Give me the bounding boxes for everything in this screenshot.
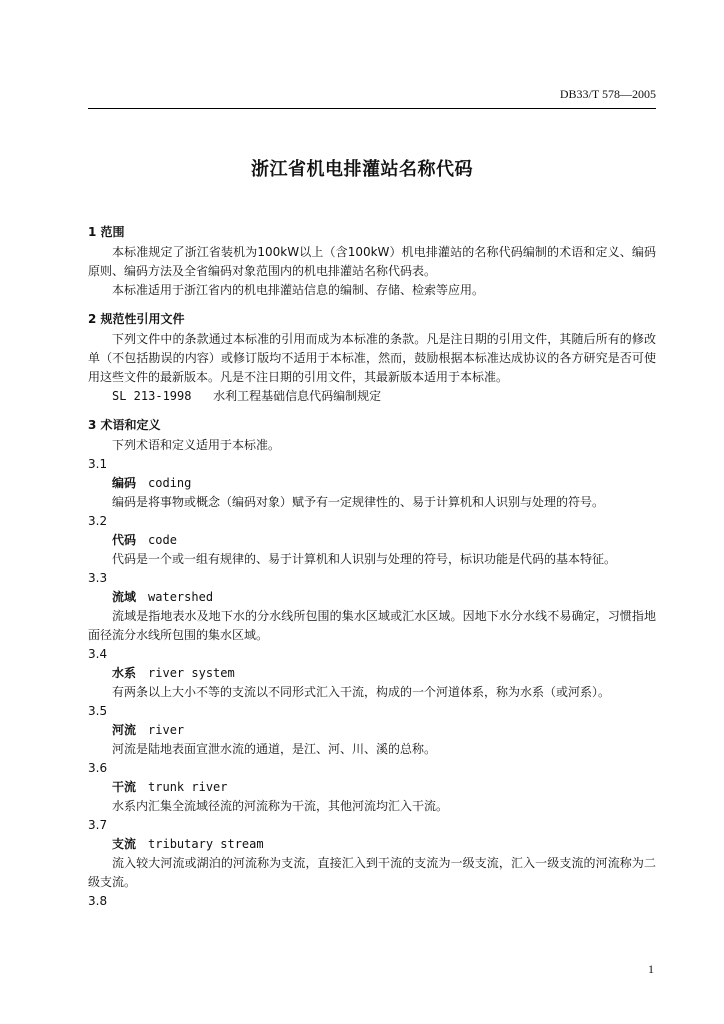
term-english: river — [148, 723, 185, 737]
term-chinese: 干流 — [112, 780, 137, 794]
term-heading — [88, 721, 656, 740]
term-english: coding — [148, 476, 192, 490]
term-chinese: 水系 — [112, 666, 137, 680]
term-chinese: 河流 — [112, 723, 137, 737]
term-english: river system — [148, 666, 235, 680]
document-title: 浙江省机电排灌站名称代码 — [251, 159, 473, 180]
section-3-intro: 下列术语和定义适用于本标准。 — [112, 438, 281, 452]
term-heading — [88, 664, 656, 683]
term-heading — [88, 531, 656, 550]
term-definition: 流域是指地表水及地下水的分水线所包围的集水区域或汇水区域。因地下水分水线不易确定，习惯指地面径流分水线所包围的集水区域。 — [88, 609, 656, 642]
term-definition: 有两条以上大小不等的支流以不同形式汇入干流，构成的一个河道体系，称为水系（或河系）。 — [112, 685, 611, 699]
term-definition: 流入较大河流或湖泊的河流称为支流，直接汇入到干流的支流为一级支流，汇入一级支流的河流称为二级支流。 — [88, 856, 656, 889]
reference-title: 水利工程基础信息代码编制规定 — [213, 389, 382, 403]
term-english: tributary stream — [148, 837, 264, 851]
term-heading — [88, 835, 656, 854]
term-chinese: 支流 — [112, 837, 137, 851]
section-2-heading: 2 规范性引用文件 — [88, 312, 185, 326]
term-definition: 代码是一个或一组有规律的、易于计算机和人识别与处理的符号，标识功能是代码的基本特征。 — [112, 552, 617, 566]
document-body — [88, 221, 656, 911]
term-english: watershed — [148, 590, 214, 604]
page-number: 1 — [648, 962, 654, 976]
term-number: 3.6 — [88, 761, 108, 775]
header-rule — [88, 108, 656, 109]
term-definition: 编码是将事物或概念（编码对象）赋予有一定规律性的、易于计算机和人识别与处理的符号。 — [112, 495, 605, 509]
term-chinese: 流域 — [112, 590, 137, 604]
term-definition: 水系内汇集全流域径流的河流称为干流，其他河流均汇入干流。 — [112, 799, 449, 813]
section-1-paragraph: 本标准适用于浙江省内的机电排灌站信息的编制、存储、检索等应用。 — [112, 283, 485, 297]
standard-code: DB33/T 578—2005 — [559, 87, 656, 101]
section-1-heading: 1 范围 — [88, 225, 125, 239]
section-3-heading: 3 术语和定义 — [88, 418, 161, 432]
term-chinese: 编码 — [112, 476, 137, 490]
section-1-paragraph: 本标准规定了浙江省装机为100kW以上（含100kW）机电排灌站的名称代码编制的术语和定义、编码原则、编码方法及全省编码对象范围内的机电排灌站名称代码表。 — [88, 245, 656, 278]
term-heading — [88, 474, 656, 493]
term-number: 3.7 — [88, 818, 108, 832]
term-heading — [88, 588, 656, 607]
term-chinese: 代码 — [112, 533, 137, 547]
term-number: 3.2 — [88, 514, 108, 528]
term-number: 3.3 — [88, 571, 108, 585]
term-number: 3.1 — [88, 457, 108, 471]
reference-code: SL 213-1998 — [112, 389, 192, 403]
term-number: 3.8 — [88, 894, 108, 908]
term-english: trunk river — [148, 780, 228, 794]
term-english: code — [148, 533, 177, 547]
term-definition: 河流是陆地表面宣泄水流的通道，是江、河、川、溪的总称。 — [112, 742, 437, 756]
term-heading — [88, 778, 656, 797]
terms-list — [88, 455, 656, 892]
term-number: 3.5 — [88, 704, 108, 718]
term-number: 3.4 — [88, 647, 108, 661]
normative-reference — [88, 387, 656, 406]
section-2-paragraph: 下列文件中的条款通过本标准的引用而成为本标准的条款。凡是注日期的引用文件，其随后所有的修改单（不包括勘误的内容）或修订版均不适用于本标准，然而，鼓励根据本标准达成协议的各方研究是否可使用这些文件的最新版本。凡是不注日期的引用文件，其最新版本适用于本标准。 — [88, 332, 656, 384]
